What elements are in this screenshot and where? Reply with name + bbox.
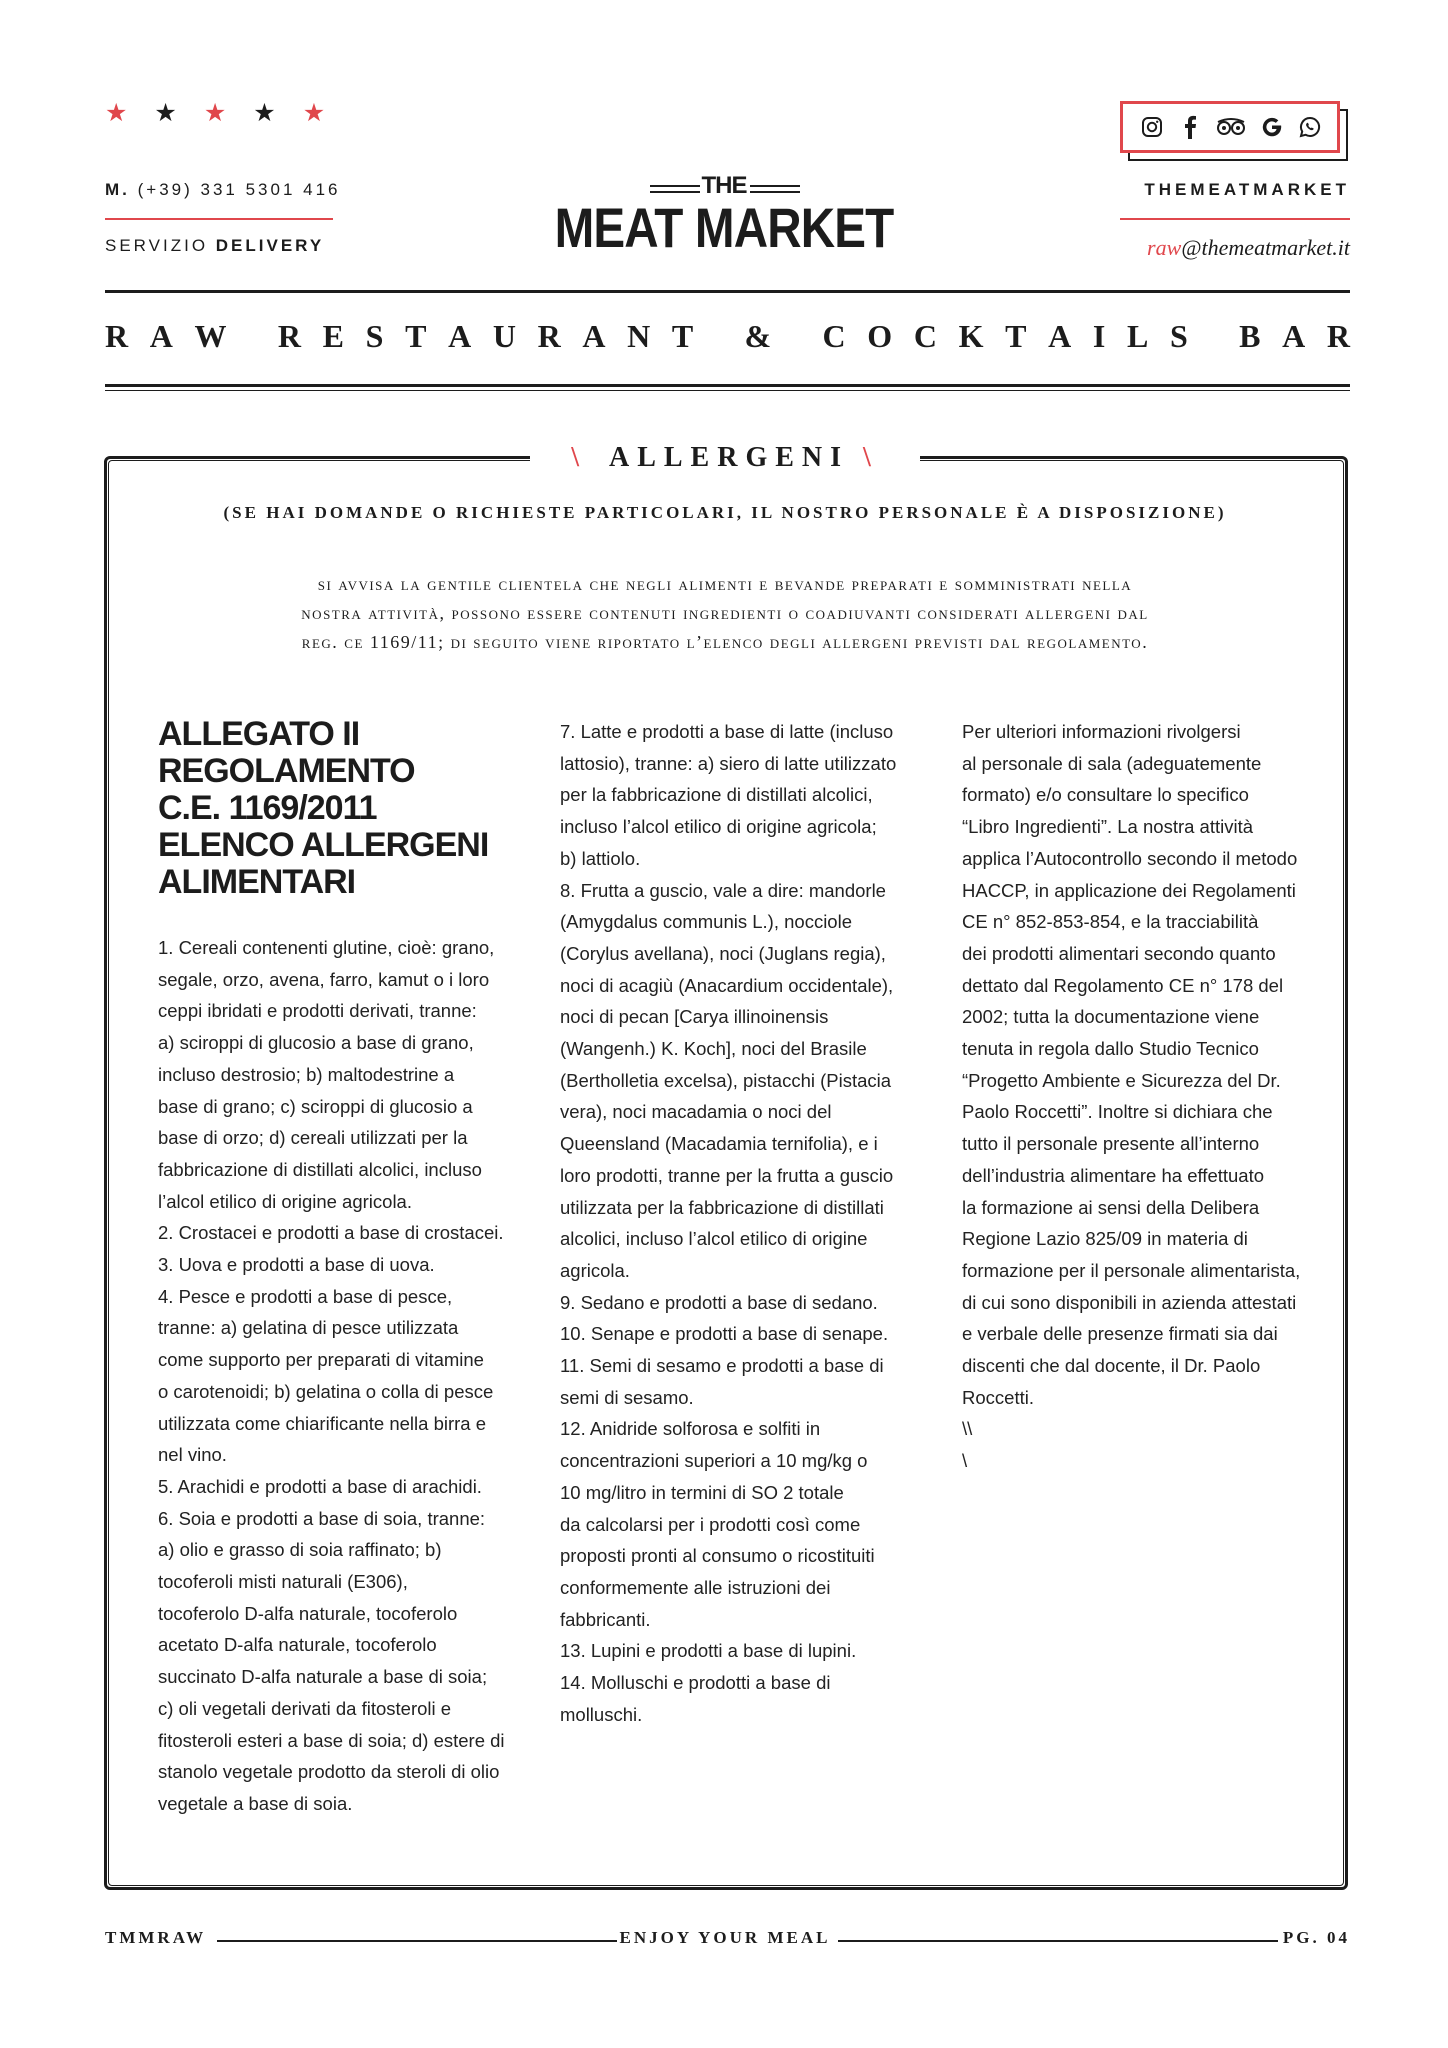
social-handle[interactable]: THEMEATMARKET bbox=[1144, 180, 1350, 199]
whatsapp-icon[interactable] bbox=[1298, 115, 1322, 139]
text-line: stanolo vegetale prodotto da steroli di olio bbox=[158, 1761, 500, 1783]
text-line: noci di acagiù (Anacardium occidentale), bbox=[560, 974, 894, 996]
divider bbox=[1120, 218, 1350, 220]
text-line: (Bertholletia excelsa), pistacchi (Pistacia bbox=[560, 1069, 892, 1091]
section-title bbox=[530, 438, 920, 478]
logo-the: THE bbox=[701, 172, 747, 199]
text-line: fabbricanti. bbox=[560, 1608, 651, 1630]
text-line: b) lattiolo. bbox=[560, 847, 641, 869]
footer-left: TMMRAW bbox=[105, 1928, 207, 1947]
tagline-space bbox=[715, 318, 723, 355]
text-line: concentrazioni superiori a 10 mg/kg o bbox=[560, 1450, 868, 1472]
text-line: l’alcol etilico di origine agricola. bbox=[158, 1190, 412, 1212]
text-line: 13. Lupini e prodotti a base di lupini. bbox=[560, 1640, 857, 1662]
instagram-icon[interactable] bbox=[1140, 115, 1164, 139]
tagline-letter: S bbox=[1170, 318, 1188, 354]
text-line: 2. Crostacei e prodotti a base di crostacei. bbox=[158, 1222, 504, 1244]
heading-line: ELENCO ALLERGENI bbox=[158, 826, 489, 864]
allergen-list-column-2 bbox=[560, 716, 940, 1731]
text-line: (Corylus avellana), noci (Juglans regia), bbox=[560, 942, 886, 964]
logo-meat-market: MEAT MARKET bbox=[554, 196, 894, 259]
star-icon: ★ bbox=[154, 98, 177, 127]
text-line: dell’industria alimentare ha effettuato bbox=[962, 1164, 1265, 1186]
text-line: Paolo Roccetti”. Inoltre si dichiara che bbox=[962, 1101, 1273, 1123]
text-line: dettato dal Regolamento CE n° 178 del bbox=[962, 974, 1284, 996]
text-line: fabbricazione di distillati alcolici, incluso bbox=[158, 1158, 482, 1180]
email-prefix: raw bbox=[1147, 235, 1182, 260]
text-line: loro prodotti, tranne per la frutta a guscio bbox=[560, 1164, 894, 1186]
text-line: vegetale a base di soia. bbox=[158, 1792, 353, 1814]
email-link[interactable] bbox=[1080, 235, 1350, 261]
notice-line: si avvisa la gentile clientela che negli alimenti e bevande preparati e somministrati nella bbox=[317, 574, 1133, 594]
text-line: 3. Uova e prodotti a base di uova. bbox=[158, 1254, 435, 1276]
text-line: da calcolarsi per i prodotti così come bbox=[560, 1513, 861, 1535]
footer-rule bbox=[217, 1940, 617, 1942]
text-line: segale, orzo, avena, farro, kamut o i loro bbox=[158, 968, 490, 990]
tagline-letter: A bbox=[1048, 318, 1072, 354]
text-line: o carotenoidi; b) gelatina o colla di pesce bbox=[158, 1380, 494, 1402]
text-line: 4. Pesce e prodotti a base di pesce, bbox=[158, 1285, 453, 1307]
text-line: applica l’Autocontrollo secondo il metodo bbox=[962, 847, 1298, 869]
tagline-space bbox=[793, 318, 801, 355]
slash-right: \ bbox=[863, 442, 879, 473]
text-line: 2002; tutta la documentazione viene bbox=[962, 1006, 1260, 1028]
text-line: incluso destrosio; b) maltodestrine a bbox=[158, 1063, 455, 1085]
annex-heading bbox=[158, 716, 498, 901]
text-line: base di orzo; d) cereali utilizzati per la bbox=[158, 1127, 468, 1149]
text-line: noci di pecan [Carya illinoinensis bbox=[560, 1006, 829, 1028]
text-line: ceppi ibridati e prodotti derivati, tranne: bbox=[158, 1000, 477, 1022]
text-line: 7. Latte e prodotti a base di latte (incluso bbox=[560, 721, 894, 742]
text-line: succinato D-alfa naturale a base di soia; bbox=[158, 1666, 488, 1688]
header-rule bbox=[105, 290, 1350, 293]
section-title-text: ALLERGENI bbox=[608, 442, 850, 473]
text-line: CE n° 852-853-854, e la tracciabilità bbox=[962, 911, 1259, 933]
text-line: semi di sesamo. bbox=[560, 1386, 694, 1408]
allergen-notice bbox=[150, 570, 1300, 657]
delivery-label-bold: DELIVERY bbox=[215, 236, 325, 255]
text-line: conformemente alle istruzioni dei bbox=[560, 1576, 831, 1598]
tagline-letter: S bbox=[365, 318, 384, 354]
text-line: a) olio e grasso di soia raffinato; b) bbox=[158, 1539, 442, 1561]
text-line: nel vino. bbox=[158, 1444, 227, 1466]
text-line: \ bbox=[962, 1450, 968, 1472]
text-line: discenti che dal docente, il Dr. Paolo bbox=[962, 1355, 1261, 1377]
delivery-label: SERVIZIO bbox=[105, 236, 209, 255]
text-line: “Progetto Ambiente e Sicurezza del Dr. bbox=[962, 1069, 1281, 1091]
text-line: 6. Soia e prodotti a base di soia, tranne: bbox=[158, 1507, 486, 1529]
rating-stars bbox=[105, 98, 325, 128]
text-line: vera), noci macadamia o noci del bbox=[560, 1101, 832, 1123]
text-line: c) oli vegetali derivati da fitosteroli e bbox=[158, 1697, 452, 1719]
text-line: e verbale delle presenze firmati sia dai bbox=[962, 1323, 1278, 1345]
text-line: (Amygdalus communis L.), nocciole bbox=[560, 911, 852, 933]
section-subtitle: (SE HAI DOMANDE O RICHIESTE PARTICOLARI, IL NOSTRO PERSONALE È A DISPOSIZIONE) bbox=[223, 503, 1227, 522]
header-rule bbox=[105, 384, 1350, 387]
tagline-letter: E bbox=[322, 318, 344, 354]
text-line: utilizzata per la fabbricazione di distillati bbox=[560, 1196, 884, 1218]
text-line: formato) e/o consultare lo specifico bbox=[962, 784, 1249, 806]
tagline-letter: C bbox=[913, 318, 937, 354]
text-line: Per ulteriori informazioni rivolgersi bbox=[962, 721, 1241, 742]
text-line: al personale di sala (adeguatemente bbox=[962, 752, 1262, 774]
star-icon: ★ bbox=[302, 98, 326, 127]
tagline-letter: A bbox=[582, 318, 606, 354]
text-line: tenuta in regola dallo Studio Tecnico bbox=[962, 1038, 1259, 1060]
text-line: la formazione ai sensi della Delibera bbox=[962, 1196, 1260, 1218]
tagline-letter: U bbox=[492, 318, 516, 354]
text-line: formazione per il personale alimentarista, bbox=[962, 1259, 1301, 1281]
tagline-space bbox=[248, 318, 256, 355]
phone-prefix: M. bbox=[105, 180, 130, 199]
text-line: molluschi. bbox=[560, 1703, 643, 1725]
allergen-list-column-1 bbox=[158, 932, 538, 1820]
phone-digits: (+39) 331 5301 416 bbox=[137, 180, 341, 199]
text-line: 11. Semi di sesamo e prodotti a base di bbox=[560, 1355, 884, 1377]
text-line: 9. Sedano e prodotti a base di sedano. bbox=[560, 1291, 878, 1313]
text-line: 14. Molluschi e prodotti a base di bbox=[560, 1672, 831, 1694]
text-line: tranne: a) gelatina di pesce utilizzata bbox=[158, 1317, 459, 1339]
tagline-letter: R bbox=[1326, 318, 1350, 354]
text-line: 1. Cereali contenenti glutine, cioè: grano, bbox=[158, 937, 495, 958]
text-line: tocoferolo D-alfa naturale, tocoferolo bbox=[158, 1602, 458, 1624]
text-line: proposti pronti al consumo o ricostituiti bbox=[560, 1545, 875, 1567]
text-line: tocoferoli misti naturali (E306), bbox=[158, 1571, 408, 1593]
star-icon: ★ bbox=[253, 98, 276, 127]
tagline-letter: L bbox=[1127, 318, 1149, 354]
text-line: dei prodotti alimentari secondo quanto bbox=[962, 942, 1276, 964]
text-line: alcolici, incluso l’alcol etilico di origine bbox=[560, 1228, 868, 1250]
tagline-letter: O bbox=[867, 318, 893, 354]
heading-line: ALIMENTARI bbox=[158, 863, 356, 901]
star-icon: ★ bbox=[203, 98, 227, 127]
tagline-space bbox=[1209, 318, 1217, 355]
tagline-letter: & bbox=[744, 318, 772, 354]
text-line: incluso l’alcol etilico di origine agricola; bbox=[560, 816, 877, 838]
header-rule bbox=[105, 390, 1350, 391]
tagline-letter: I bbox=[1092, 318, 1106, 354]
tagline-letter: A bbox=[448, 318, 472, 354]
tagline-letter: C bbox=[822, 318, 846, 354]
social-icons bbox=[1126, 107, 1336, 147]
text-line: acetato D-alfa naturale, tocoferolo bbox=[158, 1634, 437, 1656]
text-line: 12. Anidride solforosa e solfiti in bbox=[560, 1418, 821, 1440]
tripadvisor-icon[interactable] bbox=[1216, 115, 1246, 139]
text-line: \\ bbox=[962, 1418, 973, 1440]
tagline-letter: T bbox=[671, 318, 694, 354]
star-icon: ★ bbox=[105, 98, 128, 127]
text-line: utilizzata come chiarificante nella birra e bbox=[158, 1412, 487, 1434]
google-icon[interactable] bbox=[1260, 115, 1284, 139]
page-number: PG. 04 bbox=[1282, 1928, 1350, 1947]
tagline bbox=[105, 318, 1350, 355]
text-line: Regione Lazio 825/09 in materia di bbox=[962, 1228, 1248, 1250]
text-line: Queensland (Macadamia ternifolia), e i bbox=[560, 1133, 878, 1155]
email-domain: @themeatmarket.it bbox=[1181, 235, 1350, 260]
text-line: (Wangenh.) K. Koch], noci del Brasile bbox=[560, 1038, 867, 1060]
text-line: 10. Senape e prodotti a base di senape. bbox=[560, 1323, 889, 1345]
heading-line: REGOLAMENTO bbox=[158, 752, 415, 790]
tagline-letter: K bbox=[958, 318, 984, 354]
text-line: come supporto per preparati di vitamine bbox=[158, 1349, 484, 1371]
text-line: Roccetti. bbox=[962, 1386, 1034, 1408]
text-line: lattosio), tranne: a) siero di latte utilizzato bbox=[560, 752, 897, 774]
info-column bbox=[962, 716, 1332, 1477]
text-line: tutto il personale presente all’interno bbox=[962, 1133, 1260, 1155]
text-line: “Libro Ingredienti”. La nostra attività bbox=[962, 816, 1254, 838]
tagline-letter: W bbox=[194, 318, 227, 354]
text-line: 5. Arachidi e prodotti a base di arachidi. bbox=[158, 1475, 482, 1497]
tagline-letter: R bbox=[537, 318, 561, 354]
text-line: per la fabbricazione di distillati alcolici, bbox=[560, 784, 873, 806]
tagline-letter: A bbox=[1282, 318, 1306, 354]
text-line: agricola. bbox=[560, 1259, 630, 1281]
text-line: base di grano; c) sciroppi di glucosio a bbox=[158, 1095, 473, 1117]
facebook-icon[interactable] bbox=[1178, 115, 1202, 139]
tagline-letter: R bbox=[277, 318, 301, 354]
text-line: fitosteroli esteri a base di soia; d) estere di bbox=[158, 1729, 505, 1751]
tagline-letter: B bbox=[1239, 318, 1261, 354]
footer-center: ENJOY YOUR MEAL bbox=[619, 1928, 831, 1947]
tagline-letter: T bbox=[1005, 318, 1027, 354]
notice-line: nostra attività, possono essere contenuti ingredienti o coadiuvanti considerati allergeni dal bbox=[301, 603, 1149, 623]
tagline-letter: T bbox=[405, 318, 427, 354]
text-line: 10 mg/litro in termini di SO 2 totale bbox=[560, 1481, 844, 1503]
heading-line: ALLEGATO II bbox=[158, 715, 360, 753]
slash-left: \ bbox=[571, 442, 587, 473]
tagline-letter: A bbox=[149, 318, 173, 354]
heading-line: C.E. 1169/2011 bbox=[158, 789, 377, 827]
text-line: 8. Frutta a guscio, vale a dire: mandorle bbox=[560, 879, 886, 901]
tagline-letter: N bbox=[627, 318, 651, 354]
text-line: di cui sono disponibili in azienda attestati bbox=[962, 1291, 1297, 1313]
text-line: HACCP, in applicazione dei Regolamenti bbox=[962, 879, 1296, 901]
tagline-letter: R bbox=[105, 318, 129, 354]
notice-line: reg. ce 1169/11; di seguito viene riportato l’elenco degli allergeni previsti dal regolamento. bbox=[301, 632, 1149, 652]
text-line: a) sciroppi di glucosio a base di grano, bbox=[158, 1032, 474, 1054]
